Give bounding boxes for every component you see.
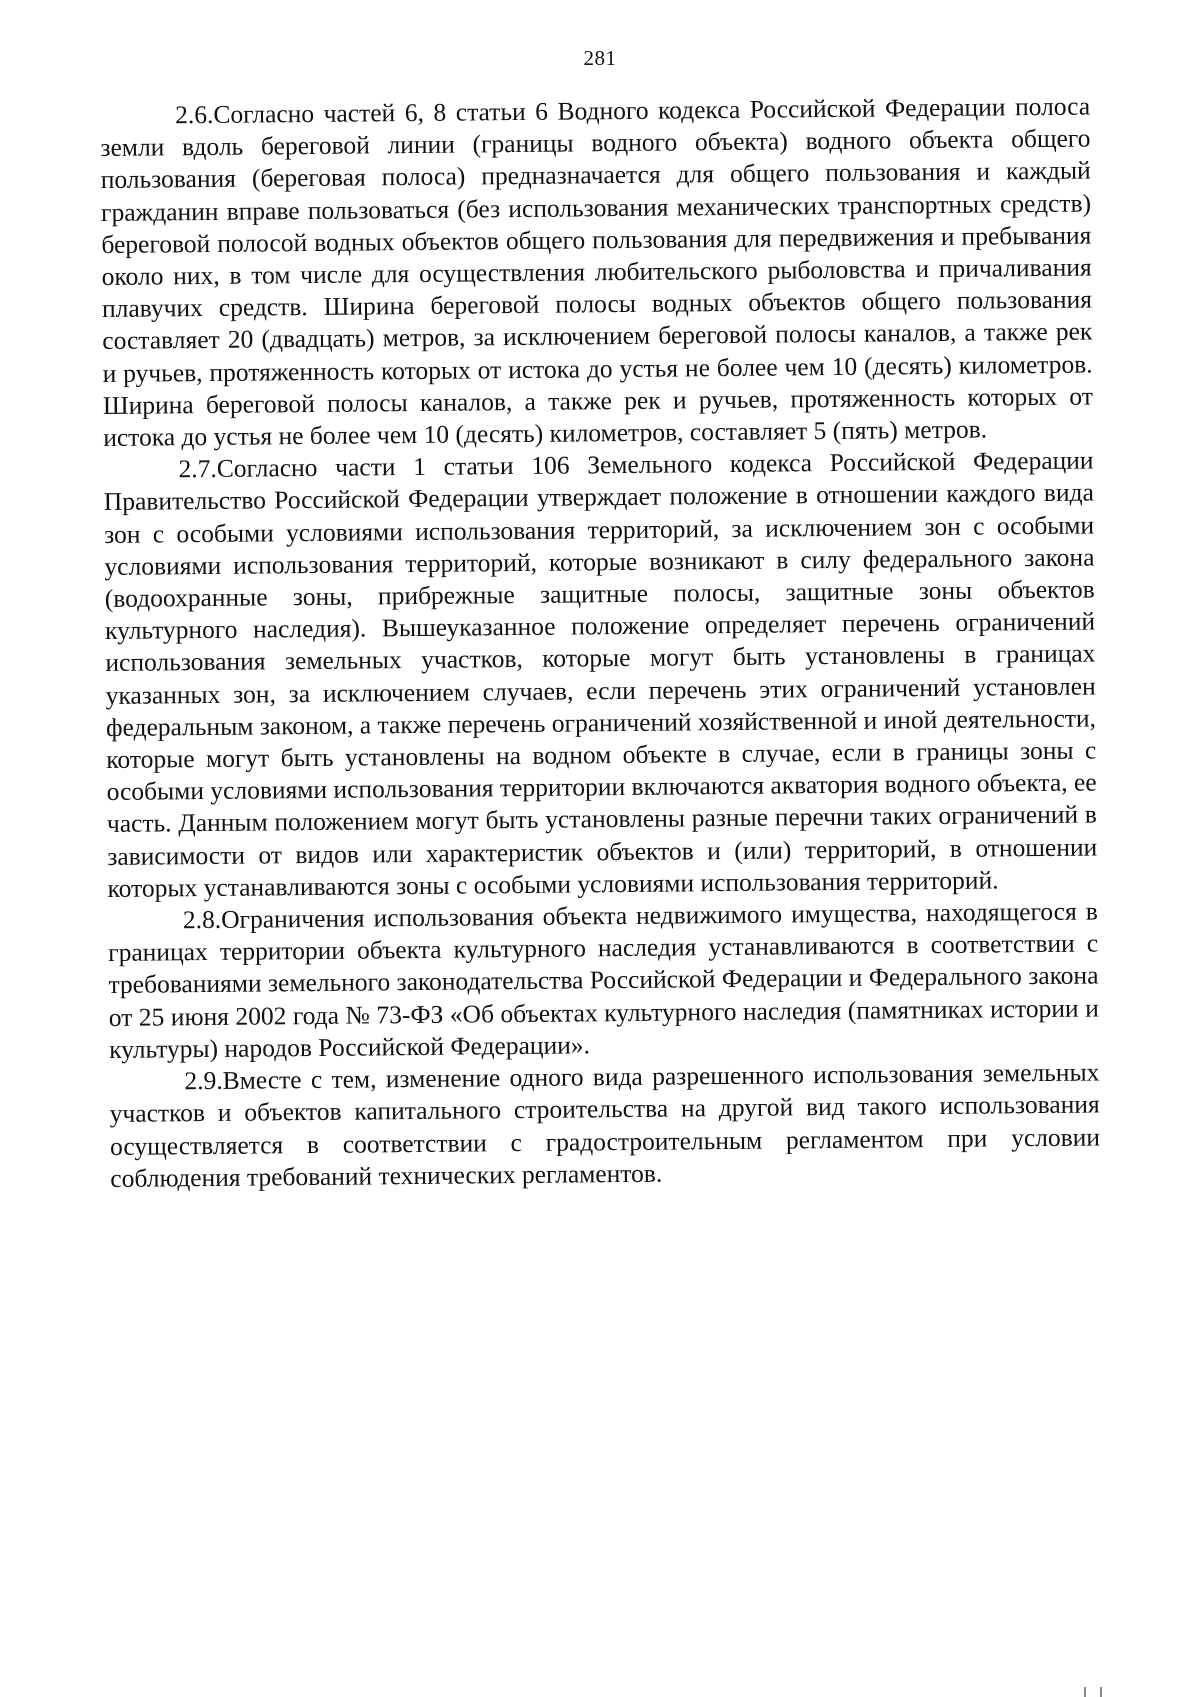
paragraph-2-6: 2.6.Согласно частей 6, 8 статьи 6 Водного кодекса Российской Федерации полоса земли вдоль береговой линии (границы водного объекта) водного объекта общего пользования (береговая полоса) предназначается для общего пользования и каждый гражданин вправе пользоваться (без использования механических транспортных средств) береговой полосой водных объектов общего пользования для передвижения и пребывания около них, в том числе для осуществления любительского рыболовства и причаливания плавучих средств. Ширина береговой полосы водных объектов общего пользования составляет 20 (двадцать) метров, за исключением береговой полосы каналов, а также рек и ручьев, протяженность которых от истока до устья не более чем 10 (десять) километров. Ширина береговой полосы каналов, а также рек и ручьев, протяженность которых от истока до устья не более чем 10 (десять) километров, составляет 5 (пять) метров. [100, 91, 1094, 453]
paragraph-2-9: 2.9.Вместе с тем, изменение одного вида разрешенного использования земельных участков и объектов капитального строительства на другой вид такого использования осуществляется в соответствии с градостроительным регламентом при условии соблюдения требований технических регламентов. [109, 1057, 1101, 1193]
scan-edge-mark [1084, 1687, 1102, 1697]
paragraph-2-8: 2.8.Ограничения использования объекта недвижимого имущества, находящегося в границах территории объекта культурного наследия устанавливаются в соответствии с требованиями земельного законодательства Российской Федерации и Федерального закона от 25 июня 2002 года № 73-ФЗ «Об объектах культурного наследия (памятниках истории и культуры) народов Российской Федерации». [108, 896, 1099, 1064]
paragraph-2-7: 2.7.Согласно части 1 статьи 106 Земельного кодекса Российской Федерации Правительство Российской Федерации утверждает положение в отношении каждого вида зон с особыми условиями использования территорий, за исключением зон с особыми условиями использования территорий, которые возникают в силу федерального закона (водоохранные зоны, прибрежные защитные полосы, защитные зоны объектов культурного наследия). Вышеуказанное положение определяет перечень ограничений использования земельных участков, которые могут быть установлены в границах указанных зон, за исключением случаев, если перечень этих ограничений установлен федеральным законом, а также перечень ограничений хозяйственной и иной деятельности, которые могут быть установлены на водном объекте в случае, если в границы зоны с особыми условиями использования территории включаются акватория водного объекта, ее часть. Данным положением могут быть установлены разные перечни таких ограничений в зависимости от видов или характеристик объектов и (или) территорий, в отношении которых устанавливаются зоны с особыми условиями использования территорий. [103, 445, 1098, 903]
page-number: 281 [583, 46, 617, 70]
document-body [100, 90, 1100, 1194]
